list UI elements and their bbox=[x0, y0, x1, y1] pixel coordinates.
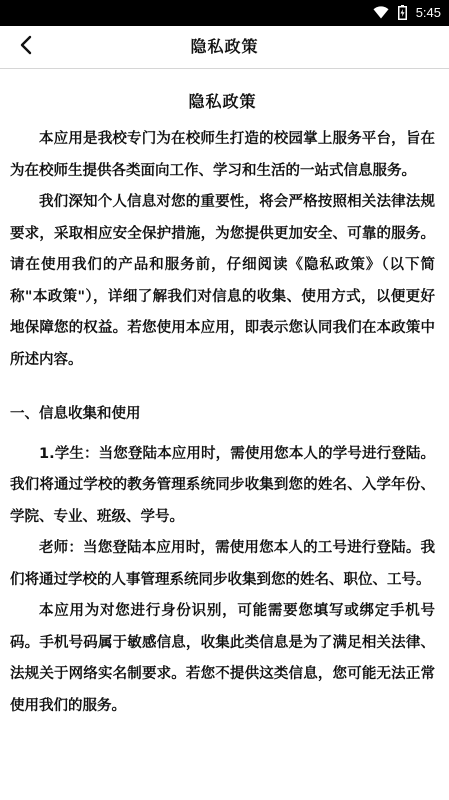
policy-content[interactable] bbox=[0, 69, 449, 722]
wifi-icon bbox=[373, 6, 389, 19]
intro-paragraph: 本应用是我校专门为在校师生打造的校园掌上服务平台，旨在为在校师生提供各类面向工作、学习和生活的一站式信息服务。 bbox=[10, 131, 435, 179]
battery-icon bbox=[398, 5, 407, 20]
app-bar-title: 隐私政策 bbox=[190, 37, 259, 56]
intro-paragraph: 我们深知个人信息对您的重要性，将会严格按照相关法律法规要求，采取相应安全保护措施，为您提供更加安全、可靠的服务。请在使用我们的产品和服务前，仔细阅读《隐私政策》（以下简称"本政策"），详细了解我们对信息的收集、使用方式，以便更好地保障您的权益。若您使用本应用，即表示您认同我们在本政策中所述内容。 bbox=[10, 194, 435, 368]
status-time: 5:45 bbox=[415, 5, 441, 20]
app-bar bbox=[0, 26, 449, 69]
status-bar bbox=[0, 0, 449, 26]
section-paragraph: 本应用为对您进行身份识别，可能需要您填写或绑定手机号码。手机号码属于敏感信息，收集此类信息是为了满足相关法律、法规关于网络实名制要求。若您不提供这类信息，您可能无法正常使用我们的服务。 bbox=[10, 603, 435, 714]
document-title: 隐私政策 bbox=[188, 92, 257, 111]
status-icons bbox=[373, 5, 441, 20]
section-paragraph: 1.学生：当您登陆本应用时，需使用您本人的学号进行登陆。我们将通过学校的教务管理系统同步收集到您的姓名、入学年份、学院、专业、班级、学号。 bbox=[10, 445, 435, 525]
section-paragraph: 老师：当您登陆本应用时，需使用您本人的工号进行登陆。我们将通过学校的人事管理系统同步收集到您的姓名、职位、工号。 bbox=[10, 540, 435, 588]
section-heading: 一、信息收集和使用 bbox=[10, 406, 141, 422]
